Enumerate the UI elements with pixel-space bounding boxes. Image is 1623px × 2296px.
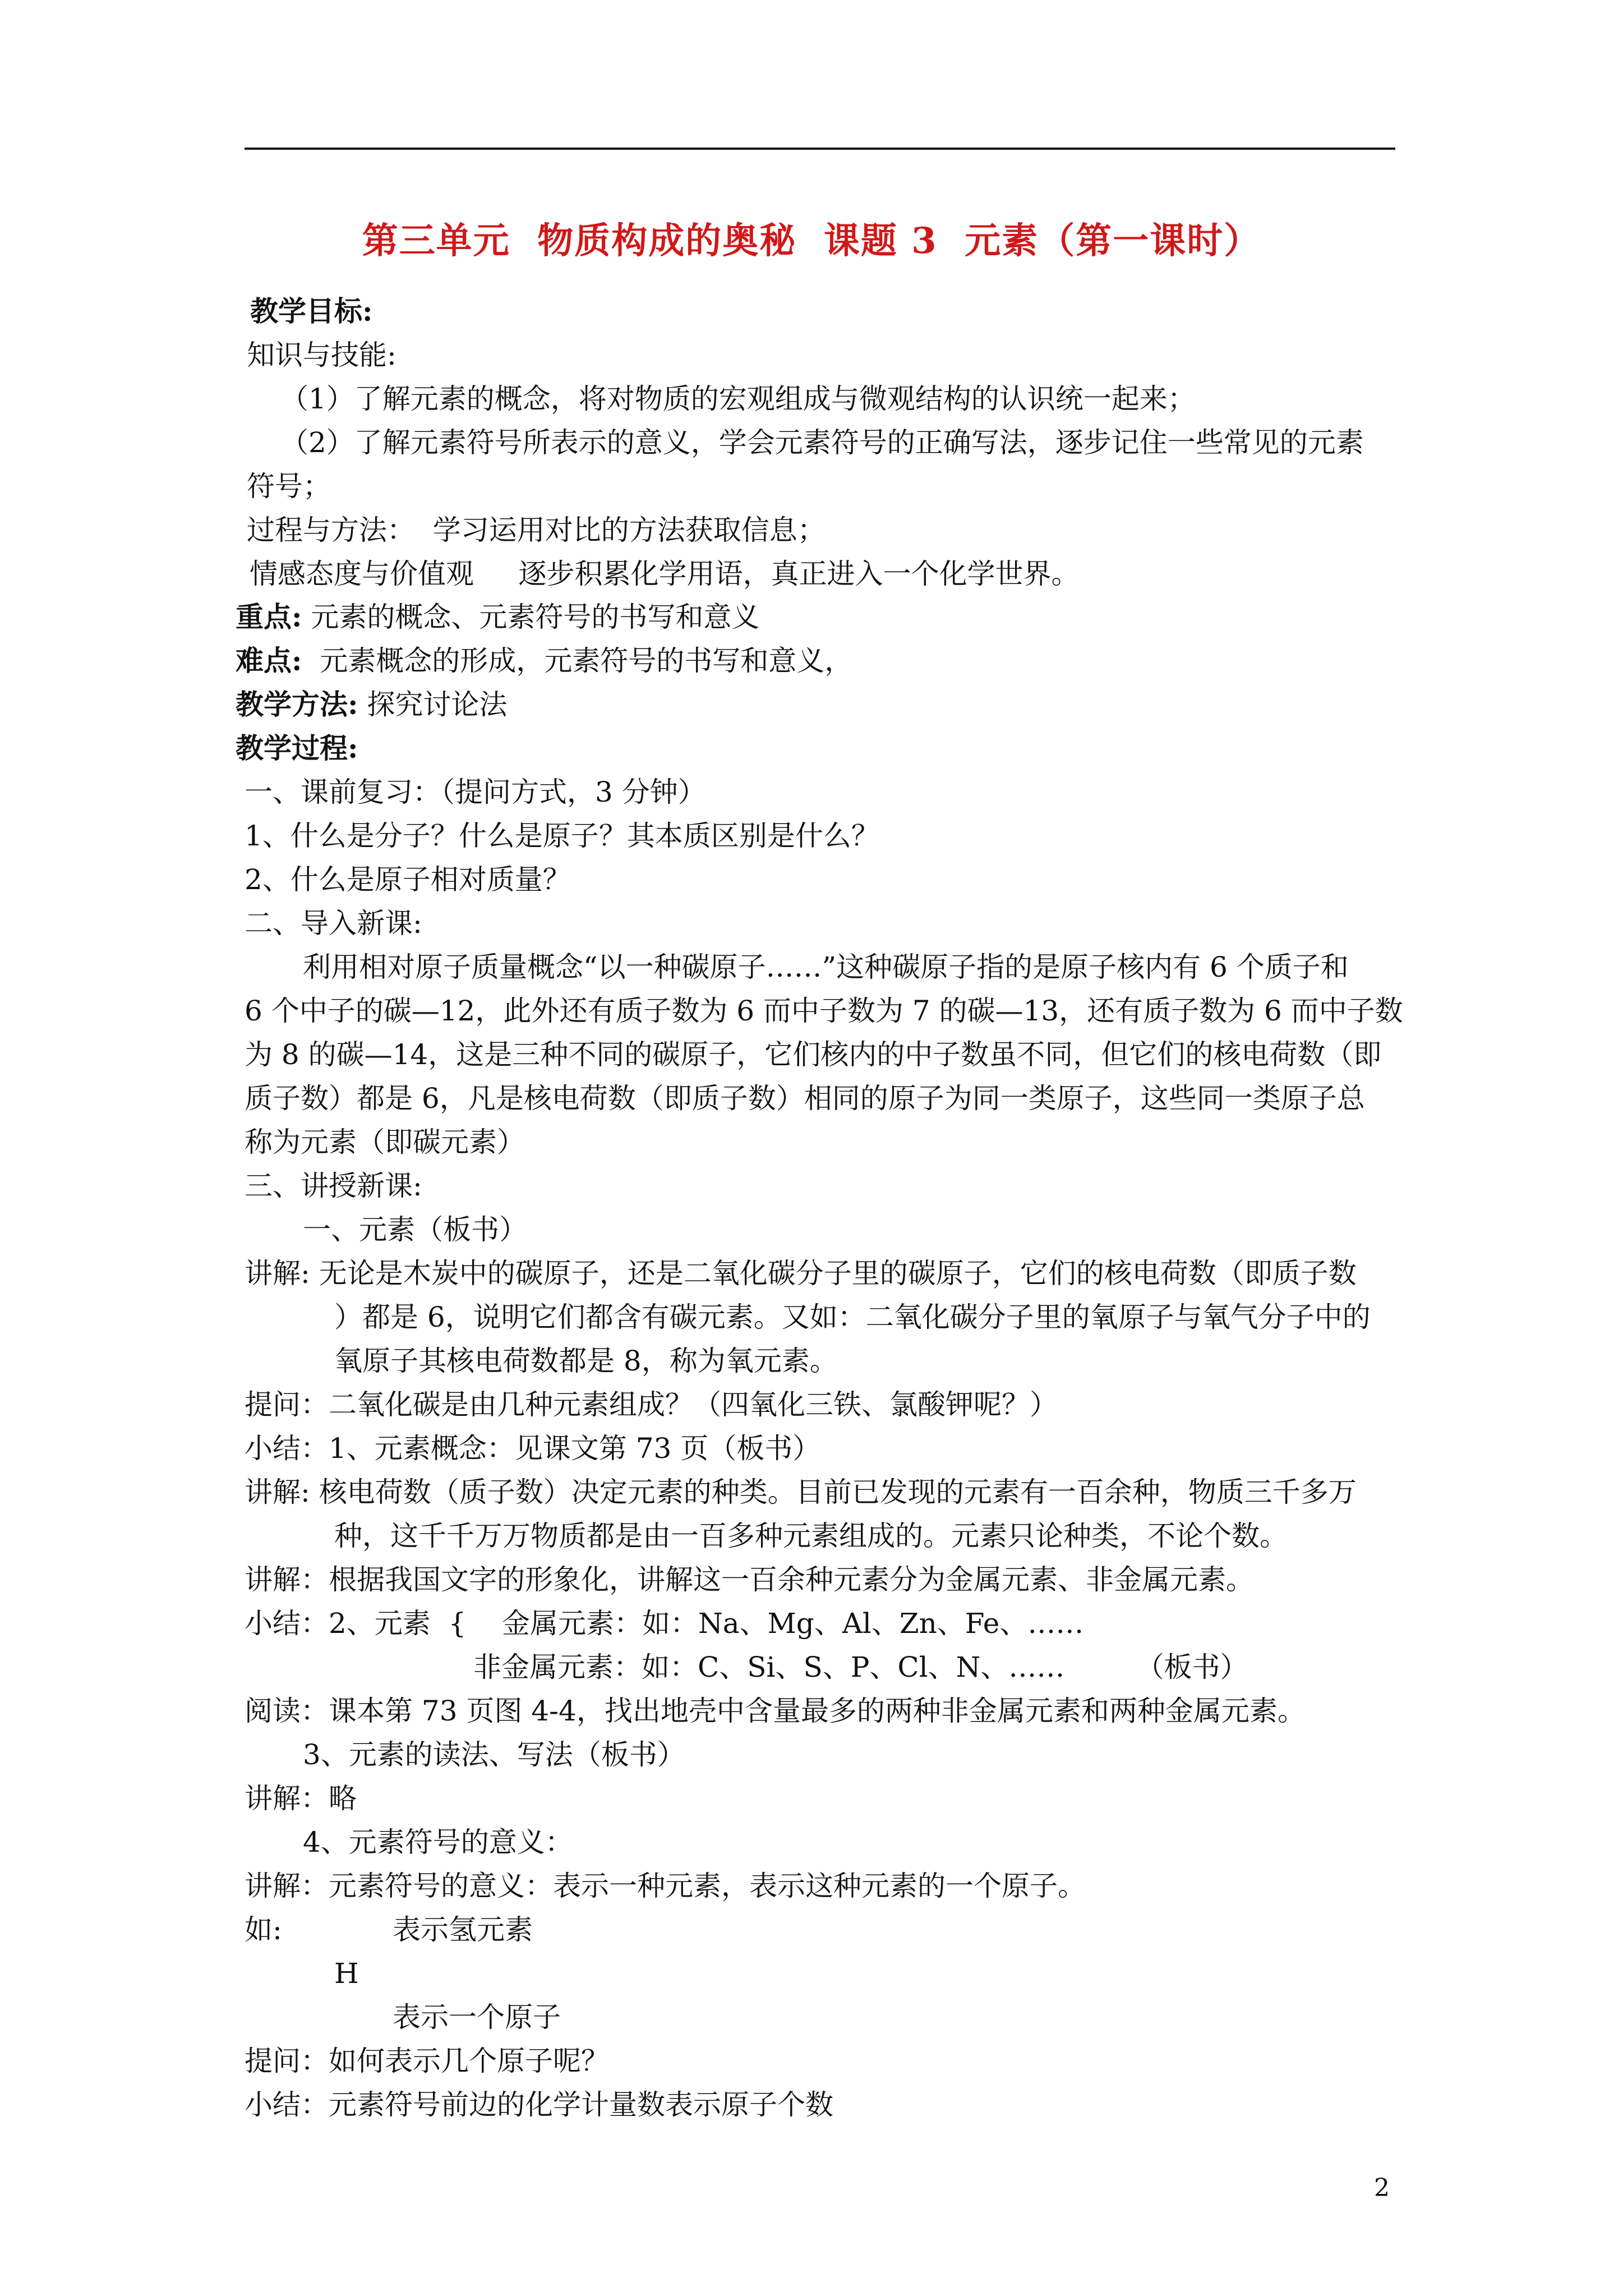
line-text: 符号； (247, 470, 331, 503)
text-line (245, 778, 706, 806)
text-line (236, 600, 760, 633)
text-line (236, 688, 508, 721)
line-text: 教学过程: (236, 731, 358, 765)
text-line (245, 822, 879, 850)
text-line (473, 1653, 1248, 1681)
text-line (245, 1478, 1357, 1506)
line-text: 质子数）都是 6，凡是核电荷数（即质子数）相同的原子为同一类原子，这些同一类原子总 (245, 1082, 1365, 1115)
text-line (245, 907, 422, 940)
text-line (247, 516, 826, 544)
text-line (334, 1957, 359, 1990)
text-line (245, 1082, 1365, 1115)
line-text: 一、元素（板书） (303, 1213, 527, 1246)
text-line (247, 470, 331, 503)
line-text: 6 个中子的碳—12，此外还有质子数为 6 而中子数为 7 的碳—13，还有质子数为 6 而中子数 (245, 995, 1403, 1027)
text-line (245, 1872, 1086, 1900)
line-text: 元素的概念、元素符号的书写和意义 (302, 601, 760, 633)
text-line (245, 2088, 833, 2121)
line-text: 知识与技能: (247, 339, 396, 371)
line-text: 小结：元素符号前边的化学计量数表示原子个数 (245, 2088, 833, 2121)
line-text: 3、元素的读法、写法（板书） (303, 1738, 685, 1771)
text-line (245, 1563, 1254, 1596)
line-text: （2）了解元素符号所表示的意义，学会元素符号的正确写法，逐步记住一些常见的元素 (280, 426, 1364, 459)
line-text: 讲解：元素符号的意义：表示一种元素，表示这种元素的一个原子。 (245, 1870, 1086, 1902)
text-line (245, 997, 1403, 1025)
text-line (245, 1038, 1382, 1071)
line-text: 提问：如何表示几个原子呢？ (245, 2045, 609, 2077)
text-line (245, 1782, 357, 1815)
line-text: 种，这千千万万物质都是由一百多种元素组成的。元素只论种类，不论个数。 (334, 1520, 1288, 1552)
line-text: 阅读：课本第 73 页图 4-4，找出地壳中含量最多的两种非金属元素和两种金属元素。 (245, 1695, 1306, 1727)
text-line (236, 731, 358, 765)
text-line (303, 1738, 685, 1771)
text-line (245, 2047, 609, 2075)
line-label: 难点: (236, 644, 302, 677)
line-text: 为 8 的碳—14，这是三种不同的碳原子，它们核内的中子数虽不同，但它们的核电荷数（即 (245, 1038, 1382, 1071)
line-label: 教学方法: (236, 688, 358, 721)
line-text: 表示氢元素 (393, 1913, 533, 1946)
text-line (250, 560, 1079, 588)
text-line (280, 385, 1196, 413)
page-number: 2 (1374, 2174, 1390, 2202)
text-line (245, 1607, 1084, 1640)
line-text: H (334, 1957, 359, 1990)
text-line (303, 953, 1349, 981)
line-text: 情感态度与价值观 逐步积累化学用语，真正进入一个化学世界。 (250, 558, 1080, 590)
line-text: 小结：2、元素 { 金属元素：如：Na、Mg、Al、Zn、Fe、…… (245, 1607, 1084, 1640)
text-line (245, 1172, 422, 1200)
line-text: 过程与方法： 学习运用对比的方法获取信息； (247, 514, 826, 546)
line-text: （1）了解元素的概念，将对物质的宏观组成与微观结构的认识统一起来； (280, 383, 1196, 415)
line-text: 如: (245, 1913, 282, 1946)
text-line (245, 1388, 1058, 1421)
line-text: 一、课前复习：（提问方式，3 分钟） (245, 776, 706, 808)
line-text: 称为元素（即碳元素） (245, 1126, 525, 1158)
header-rule (245, 148, 1395, 150)
line-text: 探究讨论法 (358, 688, 508, 721)
line-text: 2、什么是原子相对质量？ (245, 863, 571, 896)
text-line (334, 1303, 1371, 1331)
line-text: 4、元素符号的意义： (303, 1826, 573, 1858)
line-text: 教学目标: (250, 295, 373, 328)
text-line (303, 1213, 527, 1246)
line-text: 提问：二氧化碳是由几种元素组成？（四氧化三铁、氯酸钾呢？） (245, 1388, 1058, 1421)
page-title: 第三单元 物质构成的奥秘 课题 3 元素（第一课时） (362, 220, 1261, 262)
line-text: 讲解: 核电荷数（质子数）决定元素的种类。目前已发现的元素有一百余种，物质三千多万 (245, 1476, 1357, 1508)
line-text: 非金属元素：如：C、Si、S、P、Cl、N、…… （板书） (473, 1651, 1248, 1683)
line-text: 三、讲授新课: (245, 1170, 422, 1202)
text-line (247, 341, 396, 369)
line-text: 元素概念的形成，元素符号的书写和意义， (302, 645, 853, 677)
text-line (245, 1913, 282, 1946)
text-line (250, 295, 373, 328)
text-line (334, 1347, 838, 1375)
line-text: 1、什么是分子？什么是原子？其本质区别是什么？ (245, 820, 879, 852)
text-line (245, 1432, 821, 1465)
text-line (334, 1522, 1288, 1550)
text-line (245, 1257, 1357, 1290)
line-text: 氧原子其核电荷数都是 8，称为氧元素。 (334, 1345, 838, 1377)
text-line (393, 1913, 533, 1946)
text-line (236, 644, 853, 677)
line-text: 讲解：略 (245, 1782, 357, 1815)
text-line (245, 863, 571, 896)
text-line (303, 1828, 573, 1856)
line-text: 利用相对原子质量概念“以一种碳原子……”这种碳原子指的是原子核内有 6 个质子和 (303, 951, 1349, 983)
text-line (280, 426, 1364, 459)
text-line (393, 2003, 561, 2031)
line-text: 讲解: 无论是木炭中的碳原子，还是二氧化碳分子里的碳原子，它们的核电荷数（即质子数 (245, 1257, 1357, 1290)
line-text: ）都是 6，说明它们都含有碳元素。又如：二氧化碳分子里的氧原子与氧气分子中的 (334, 1301, 1371, 1333)
line-text: 讲解：根据我国文字的形象化，讲解这一百余种元素分为金属元素、非金属元素。 (245, 1563, 1254, 1596)
text-line (245, 1128, 525, 1156)
line-text: 表示一个原子 (393, 2001, 561, 2033)
line-text: 二、导入新课: (245, 907, 422, 940)
text-line (245, 1697, 1306, 1725)
line-label: 重点: (236, 600, 302, 633)
line-text: 小结：1、元素概念：见课文第 73 页（板书） (245, 1432, 821, 1465)
